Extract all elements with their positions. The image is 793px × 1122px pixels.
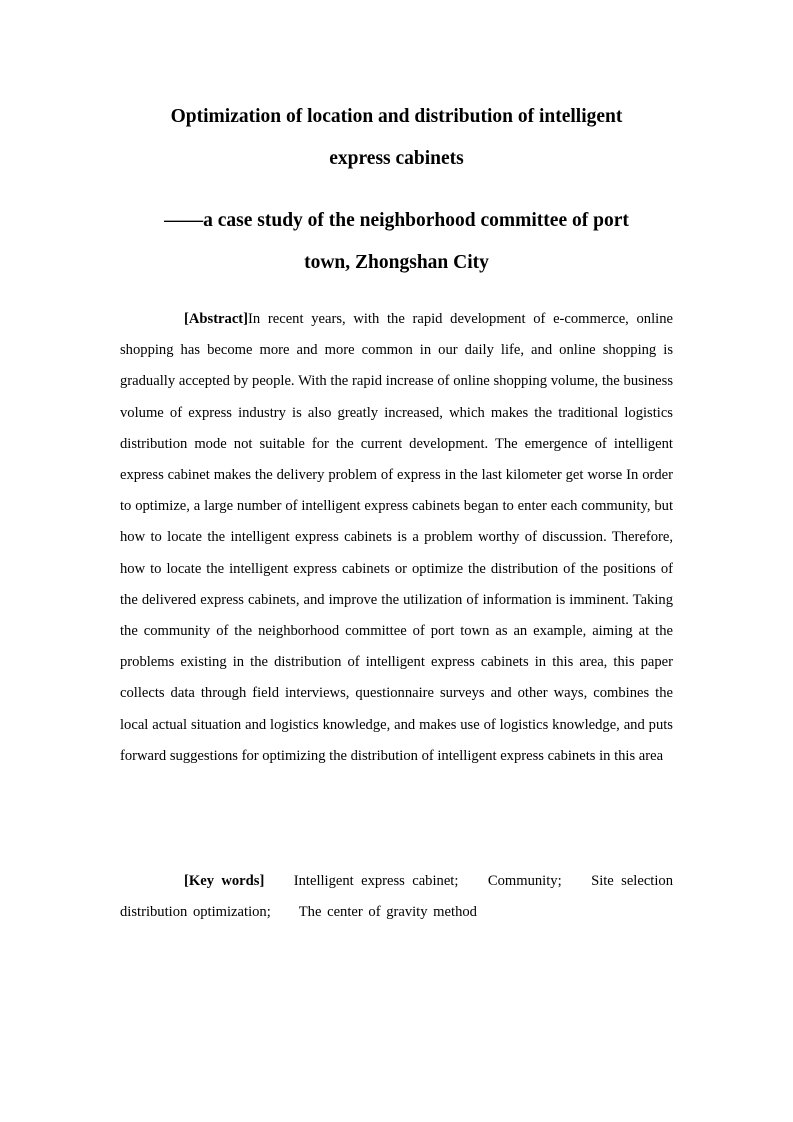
keywords-paragraph [120,866,673,928]
paper-subtitle [100,200,693,284]
keyword-item: The center of gravity method [298,904,477,921]
paper-subtitle-line-1: ——a case study of the neighborhood committee of port [164,210,629,231]
abstract-text: In recent years, with the rapid development of e-commerce, online shopping has become more and more common in our daily life, and online shopping is gradually accepted by people. With the rapid increase of online shopping volume, the business volume of express industry is also greatly increased, which makes the traditional logistics distribution mode not suitable for the current development. The emergence of intelligent express cabinet makes the delivery problem of express in the last kilometer get worse In order to optimize, a large number of intelligent express cabinets began to enter each community, but how to locate the intelligent express cabinets is a problem worthy of discussion. Therefore, how to locate the intelligent express cabinets or optimize the distribution of the positions of the delivered express cabinets, and improve the utilization of information is imminent. Taking the community of the neighborhood committee of port town as an example, aiming at the problems existing in the distribution of intelligent express cabinets in this area, this paper collects data through field interviews, questionnaire surveys and other ways, combines the local actual situation and logistics knowledge, and makes use of logistics knowledge, and puts forward suggestions for optimizing the distribution of intelligent express cabinets in this area [120,311,673,764]
keywords-label: [Key words] [184,873,265,889]
paper-subtitle-line-2: town, Zhongshan City [304,252,489,273]
paper-title-line-1: Optimization of location and distribution of intelligent [170,106,623,127]
paper-title-line-2: express cabinets [329,148,464,169]
abstract-paragraph [120,304,673,772]
keyword-item: Intelligent express cabinet; [293,873,459,889]
abstract-label: [Abstract] [184,311,249,327]
keyword-item: Community; [487,873,562,889]
paper-title [100,96,693,180]
keyword-item: Site selection distribution optimization; [120,873,674,921]
